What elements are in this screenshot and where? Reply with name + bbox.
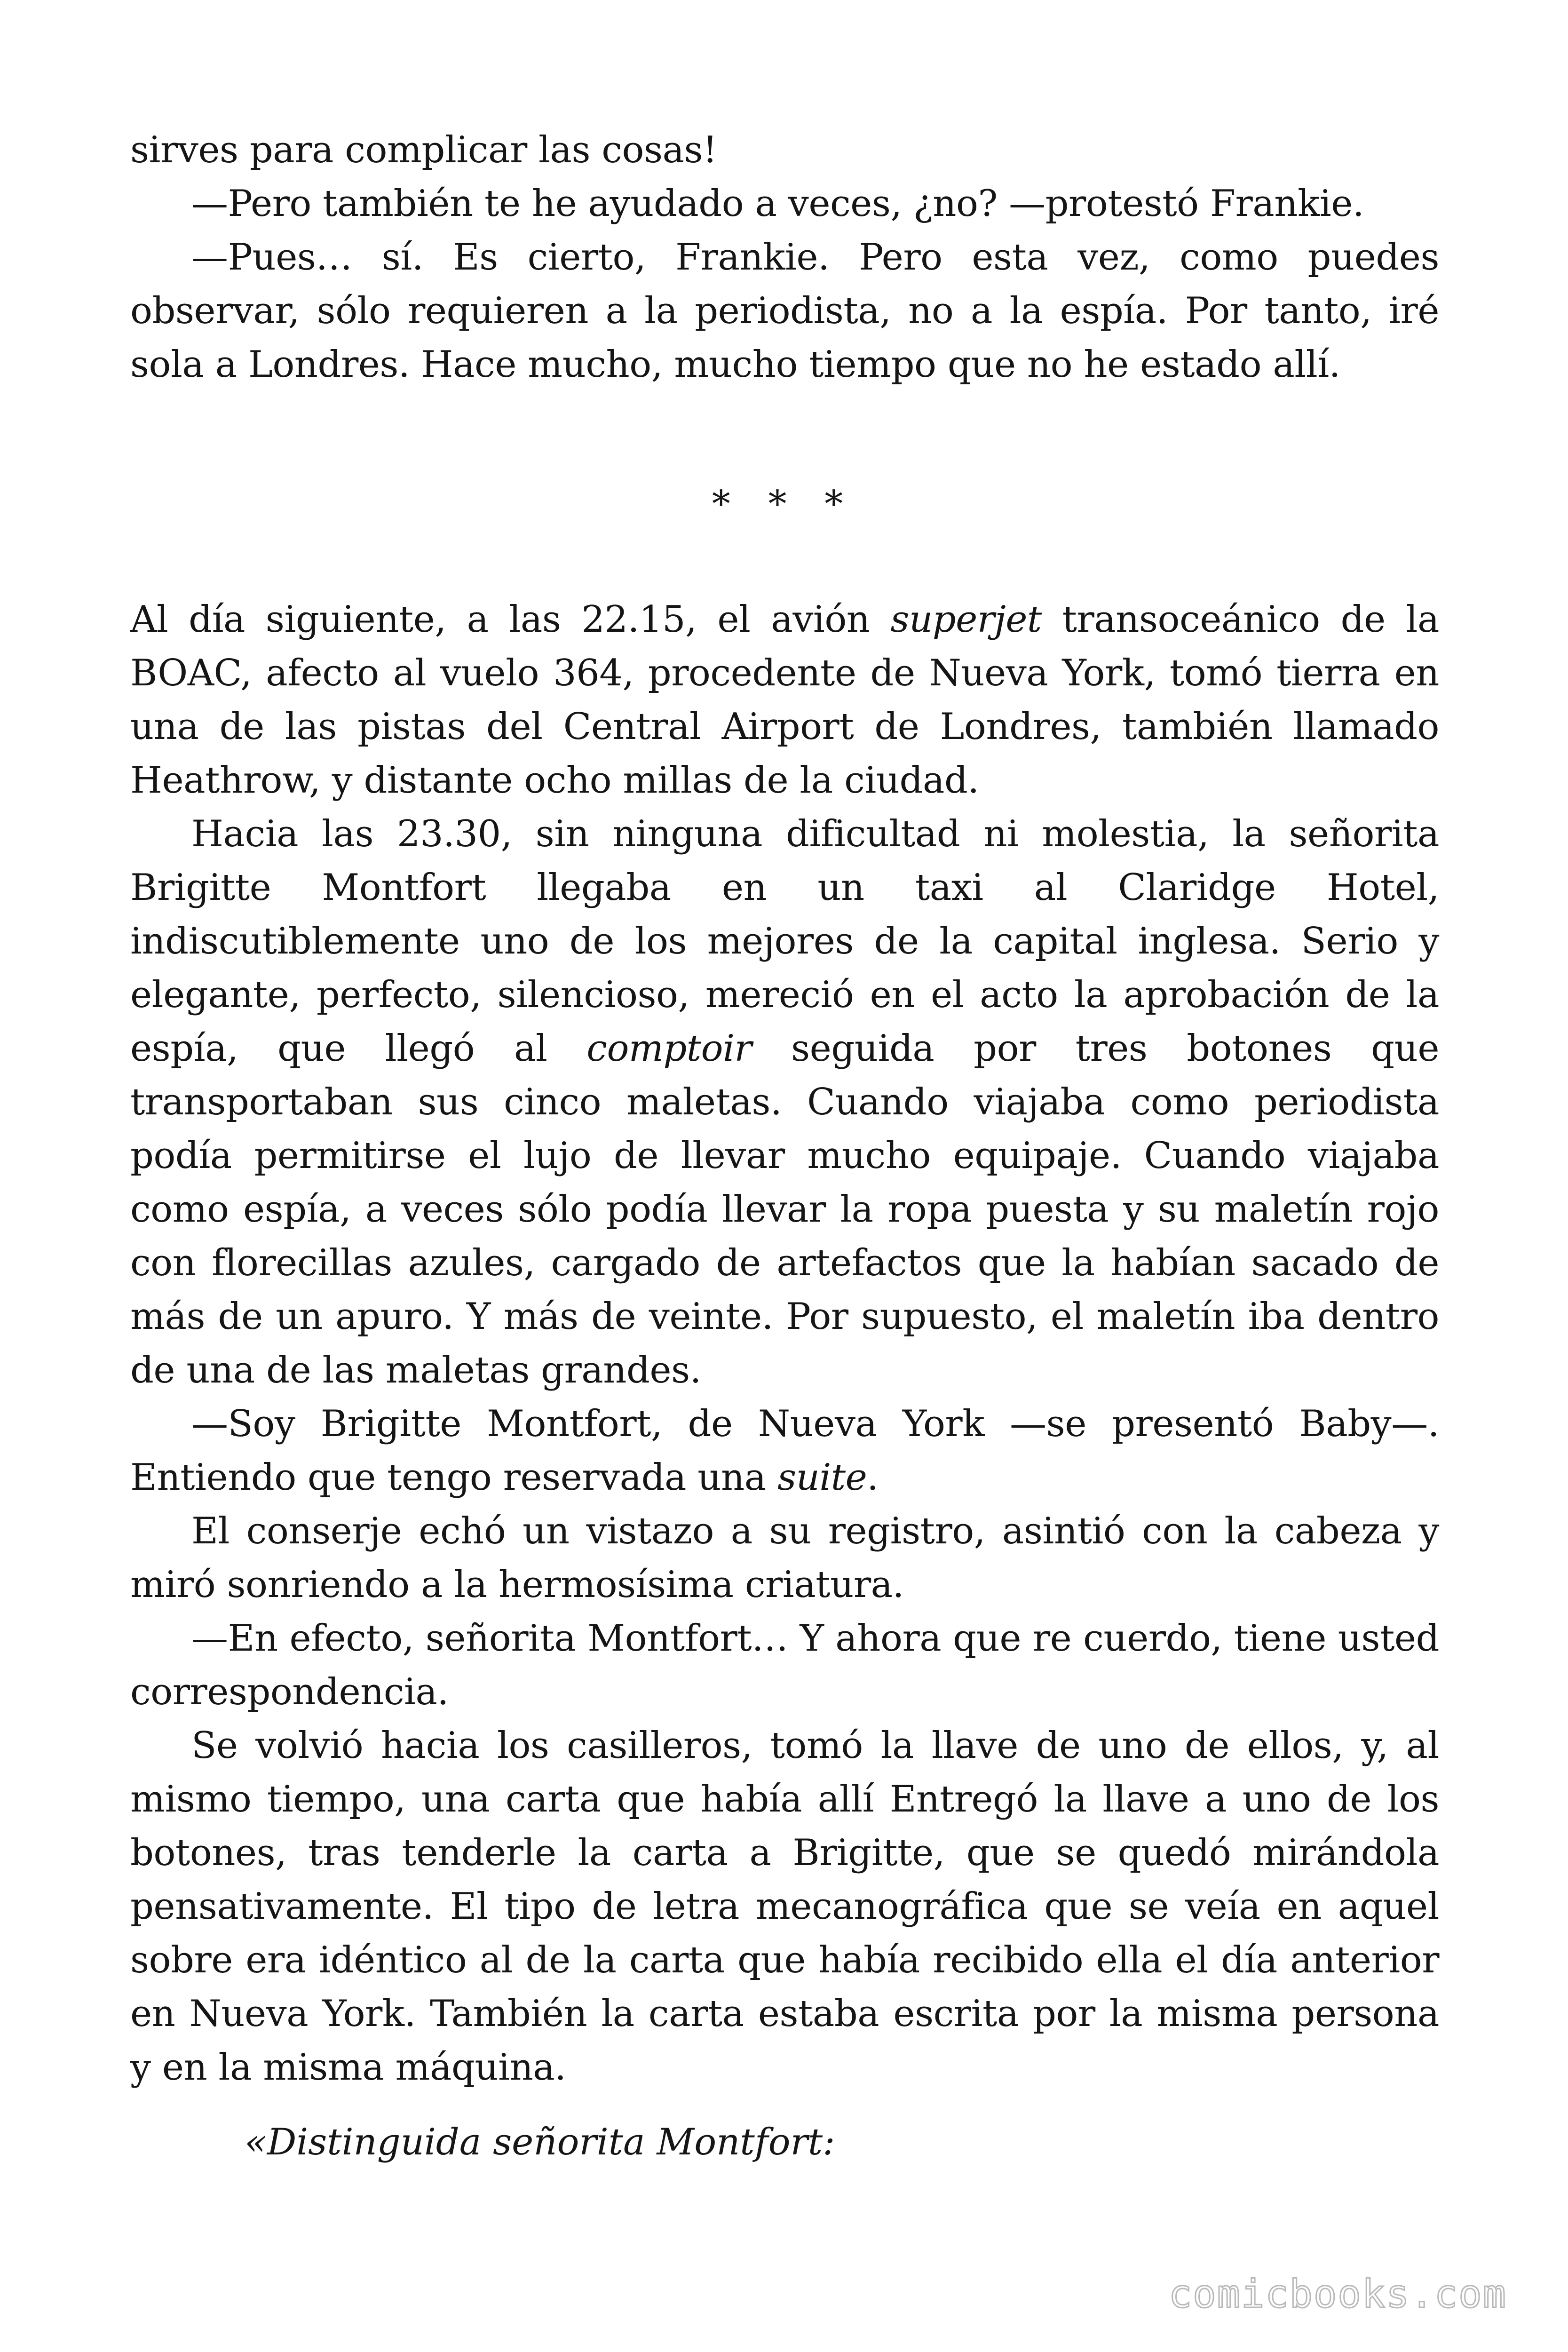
paragraph xyxy=(130,593,1439,807)
paragraph: El conserje echó un vistazo a su registro, asintió con la cabeza y miró sonriendo a la hermosísima criatura. xyxy=(130,1510,1439,1606)
italic-run: comptoir xyxy=(586,1027,752,1070)
paragraph: —Pero también te he ayudado a veces, ¿no? —protestó Frankie. xyxy=(191,183,1364,225)
letter-greeting: «Distinguida señorita Montfort: xyxy=(245,2121,835,2163)
paragraph: sirves para complicar las cosas! xyxy=(130,129,717,171)
text-run: transoceánico de la BOAC, afecto al vuelo 364, procedente de Nueva York, tomó tierra en una de las pistas del Central Airport de Londres, también llamado Heathrow, y distante ocho millas de la ciudad. xyxy=(130,598,1439,802)
text-run: Al día siguiente, a las 22.15, el avión xyxy=(130,598,891,641)
section-separator: * * * xyxy=(712,483,856,525)
paragraph: Se volvió hacia los casilleros, tomó la llave de uno de ellos, y, al mismo tiempo, una carta que había allí Entregó la llave a uno de los botones, tras tenderle la carta a Brigitte, que se quedó mirándola pensativamente. El tipo de letra mecanográfica que se veía en aquel sobre era idéntico al de la carta que había recibido ella el día anterior en Nueva York. También la carta estaba escrita por la misma persona y en la misma máquina. xyxy=(130,1724,1439,2089)
text-run: —Soy Brigitte Montfort, de Nueva York —se presentó Baby—. Entiendo que tengo reservada una xyxy=(130,1403,1439,1499)
text-run: . xyxy=(867,1456,879,1499)
paragraph: —Pues… sí. Es cierto, Frankie. Pero esta vez, como puedes observar, sólo requieren a la periodista, no a la espía. Por tanto, iré sola a Londres. Hace mucho, mucho tiempo que no he estado allí. xyxy=(130,236,1439,386)
italic-run: suite xyxy=(777,1456,867,1499)
paragraph xyxy=(130,1397,1439,1504)
text-run: Hacia las 23.30, sin ninguna dificultad ni molestia, la señorita Brigitte Montfort llegaba en un taxi al Claridge Hotel, indiscutiblemente uno de los mejores de la capital inglesa. Serio y elegante, perfecto, silencioso, mereció en el acto la aprobación de la espía, que llegó al xyxy=(130,813,1439,1070)
watermark: comicbooks.com xyxy=(1168,2272,1507,2317)
text-run: seguida por tres botones que transportaban sus cinco maletas. Cuando viajaba como periodista podía permitirse el lujo de llevar mucho equipaje. Cuando viajaba como espía, a veces sólo podía llevar la ropa puesta y su maletín rojo con florecillas azules, cargado de artefactos que la habían sacado de más de un apuro. Y más de veinte. Por supuesto, el maletín iba dentro de una de las maletas grandes. xyxy=(130,1027,1439,1391)
italic-run: superjet xyxy=(890,598,1042,641)
top-text-block xyxy=(130,123,1439,391)
paragraph xyxy=(130,807,1439,1397)
paragraph: —En efecto, señorita Montfort… Y ahora que re cuerdo, tiene usted correspondencia. xyxy=(130,1617,1439,1713)
main-text-block xyxy=(130,593,1439,2094)
